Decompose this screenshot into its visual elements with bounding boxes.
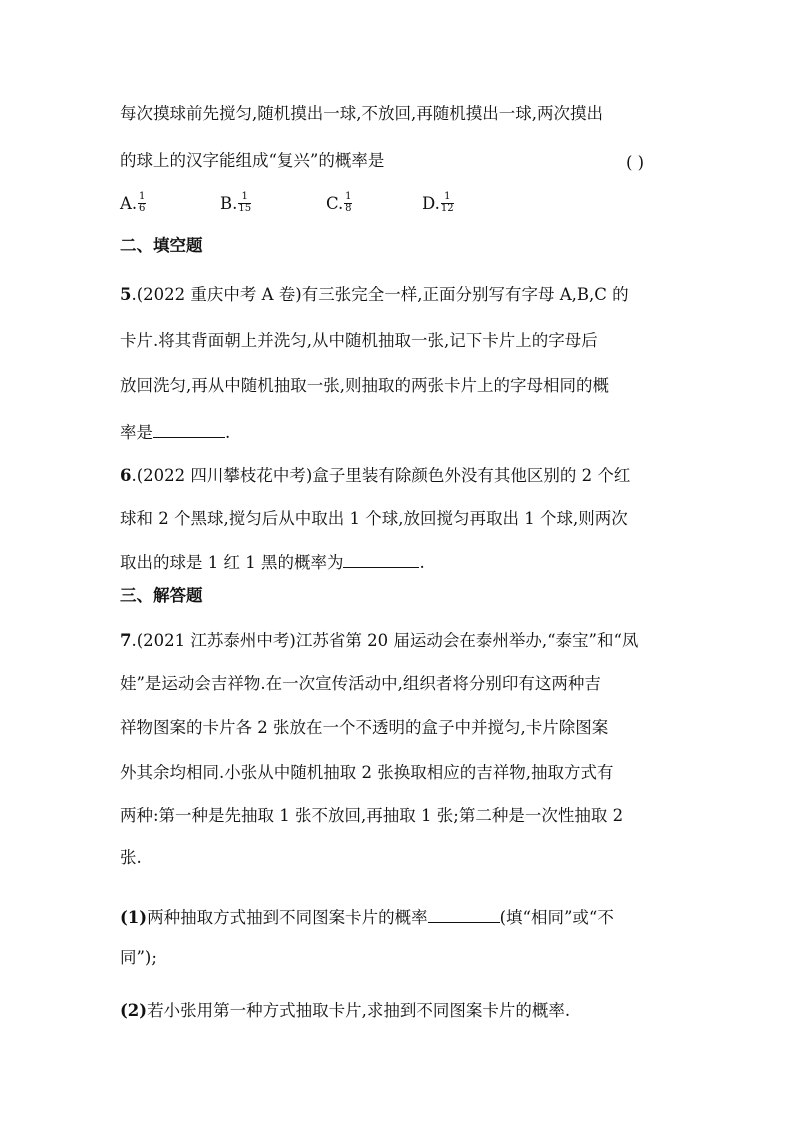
q5-line-4-text: 率是: [120, 423, 153, 442]
q7-sub2-number: (2): [120, 1001, 148, 1020]
option-b-label: B.: [220, 193, 238, 213]
q5-line-1-text: .(2022 重庆中考 A 卷)有三张完全一样,正面分别写有字母 A,B,C 的: [131, 285, 629, 304]
q5-line-4: [120, 423, 230, 442]
q7-line-4: 外其余均相同.小张从中随机抽取 2 张换取相应的吉祥物,抽取方式有: [120, 763, 614, 782]
q5-line-2: 卡片.将其背面朝上并洗匀,从中随机抽取一张,记下卡片上的字母后: [120, 331, 598, 350]
option-c-fraction: [344, 192, 352, 214]
option-b-numerator: 1: [241, 191, 248, 202]
option-d-numerator: 1: [444, 191, 451, 202]
q5-answer-blank[interactable]: [153, 423, 225, 438]
q7-number: 7: [120, 631, 132, 650]
q6-line-3-text: 取出的球是 1 红 1 黑的概率为: [120, 553, 344, 572]
q7-line-2: 娃”是运动会吉祥物.在一次宣传活动中,组织者将分别印有这两种吉: [120, 674, 601, 693]
q7-sub1-text: 两种抽取方式抽到不同图案卡片的概率: [147, 908, 428, 927]
q6-line-2: 球和 2 个黑球,搅匀后从中取出 1 个球,放回搅匀再取出 1 个球,则两次: [120, 509, 628, 528]
option-d: [422, 192, 454, 214]
q7-line-1-text: .(2021 江苏泰州中考)江苏省第 20 届运动会在泰州举办,“泰宝”和“凤: [131, 631, 639, 650]
answer-parentheses: ( ): [626, 153, 645, 172]
q6-number: 6: [120, 466, 132, 485]
q4-line-1: 每次摸球前先搅匀,随机摸出一球,不放回,再随机摸出一球,两次摸出: [120, 104, 603, 123]
q7-sub1-answer-blank[interactable]: [428, 908, 500, 923]
option-c-numerator: 1: [345, 191, 352, 202]
option-d-fraction: [441, 192, 454, 214]
q5-line-1: [120, 287, 629, 304]
q6-line-3: [120, 553, 425, 572]
q7-sub1-number: (1): [120, 908, 148, 927]
q5-line-4-end: .: [225, 423, 231, 442]
q5-line-3: 放回洗匀,再从中随机抽取一张,则抽取的两张卡片上的字母相同的概: [120, 376, 609, 395]
option-c: [326, 192, 352, 214]
option-c-denominator: 8: [345, 202, 352, 214]
q7-line-6: 张.: [120, 848, 142, 867]
q7-sub2: [120, 1003, 570, 1020]
option-a-fraction: [138, 192, 146, 214]
q7-line-3: 祥物图案的卡片各 2 张放在一个不透明的盒子中并搅匀,卡片除图案: [120, 718, 609, 737]
q4-line-2: 的球上的汉字能组成“复兴”的概率是: [120, 151, 385, 170]
q7-line-1: [120, 633, 638, 650]
q6-line-1-text: .(2022 四川攀枝花中考)盒子里装有除颜色外没有其他区别的 2 个红: [131, 466, 631, 485]
option-d-denominator: 12: [440, 202, 454, 214]
section-heading-fill-blank: 二、填空题: [120, 236, 203, 255]
q5-number: 5: [120, 285, 132, 304]
option-a: [120, 192, 146, 214]
option-b-fraction: [238, 192, 251, 214]
section-heading-solutions: 三、解答题: [120, 586, 203, 605]
option-b: [220, 192, 251, 214]
q7-sub2-text: 若小张用第一种方式抽取卡片,求抽到不同图案卡片的概率.: [147, 1001, 571, 1020]
q6-line-3-end: .: [419, 553, 425, 572]
option-a-denominator: 6: [138, 202, 146, 214]
option-b-denominator: 15: [238, 202, 252, 214]
option-d-label: D.: [422, 193, 440, 213]
q7-sub1-line-2: 同”);: [120, 948, 157, 967]
q7-sub1-line-1: [120, 908, 614, 927]
q6-answer-blank[interactable]: [343, 553, 419, 568]
q6-line-1: [120, 468, 630, 485]
option-c-label: C.: [326, 193, 344, 213]
q7-line-5: 两种:第一种是先抽取 1 张不放回,再抽取 1 张;第二种是一次性抽取 2: [120, 806, 624, 825]
option-a-label: A.: [120, 193, 138, 213]
q7-sub1-hint: (填“相同”或“不: [499, 908, 614, 927]
option-a-numerator: 1: [138, 191, 146, 202]
